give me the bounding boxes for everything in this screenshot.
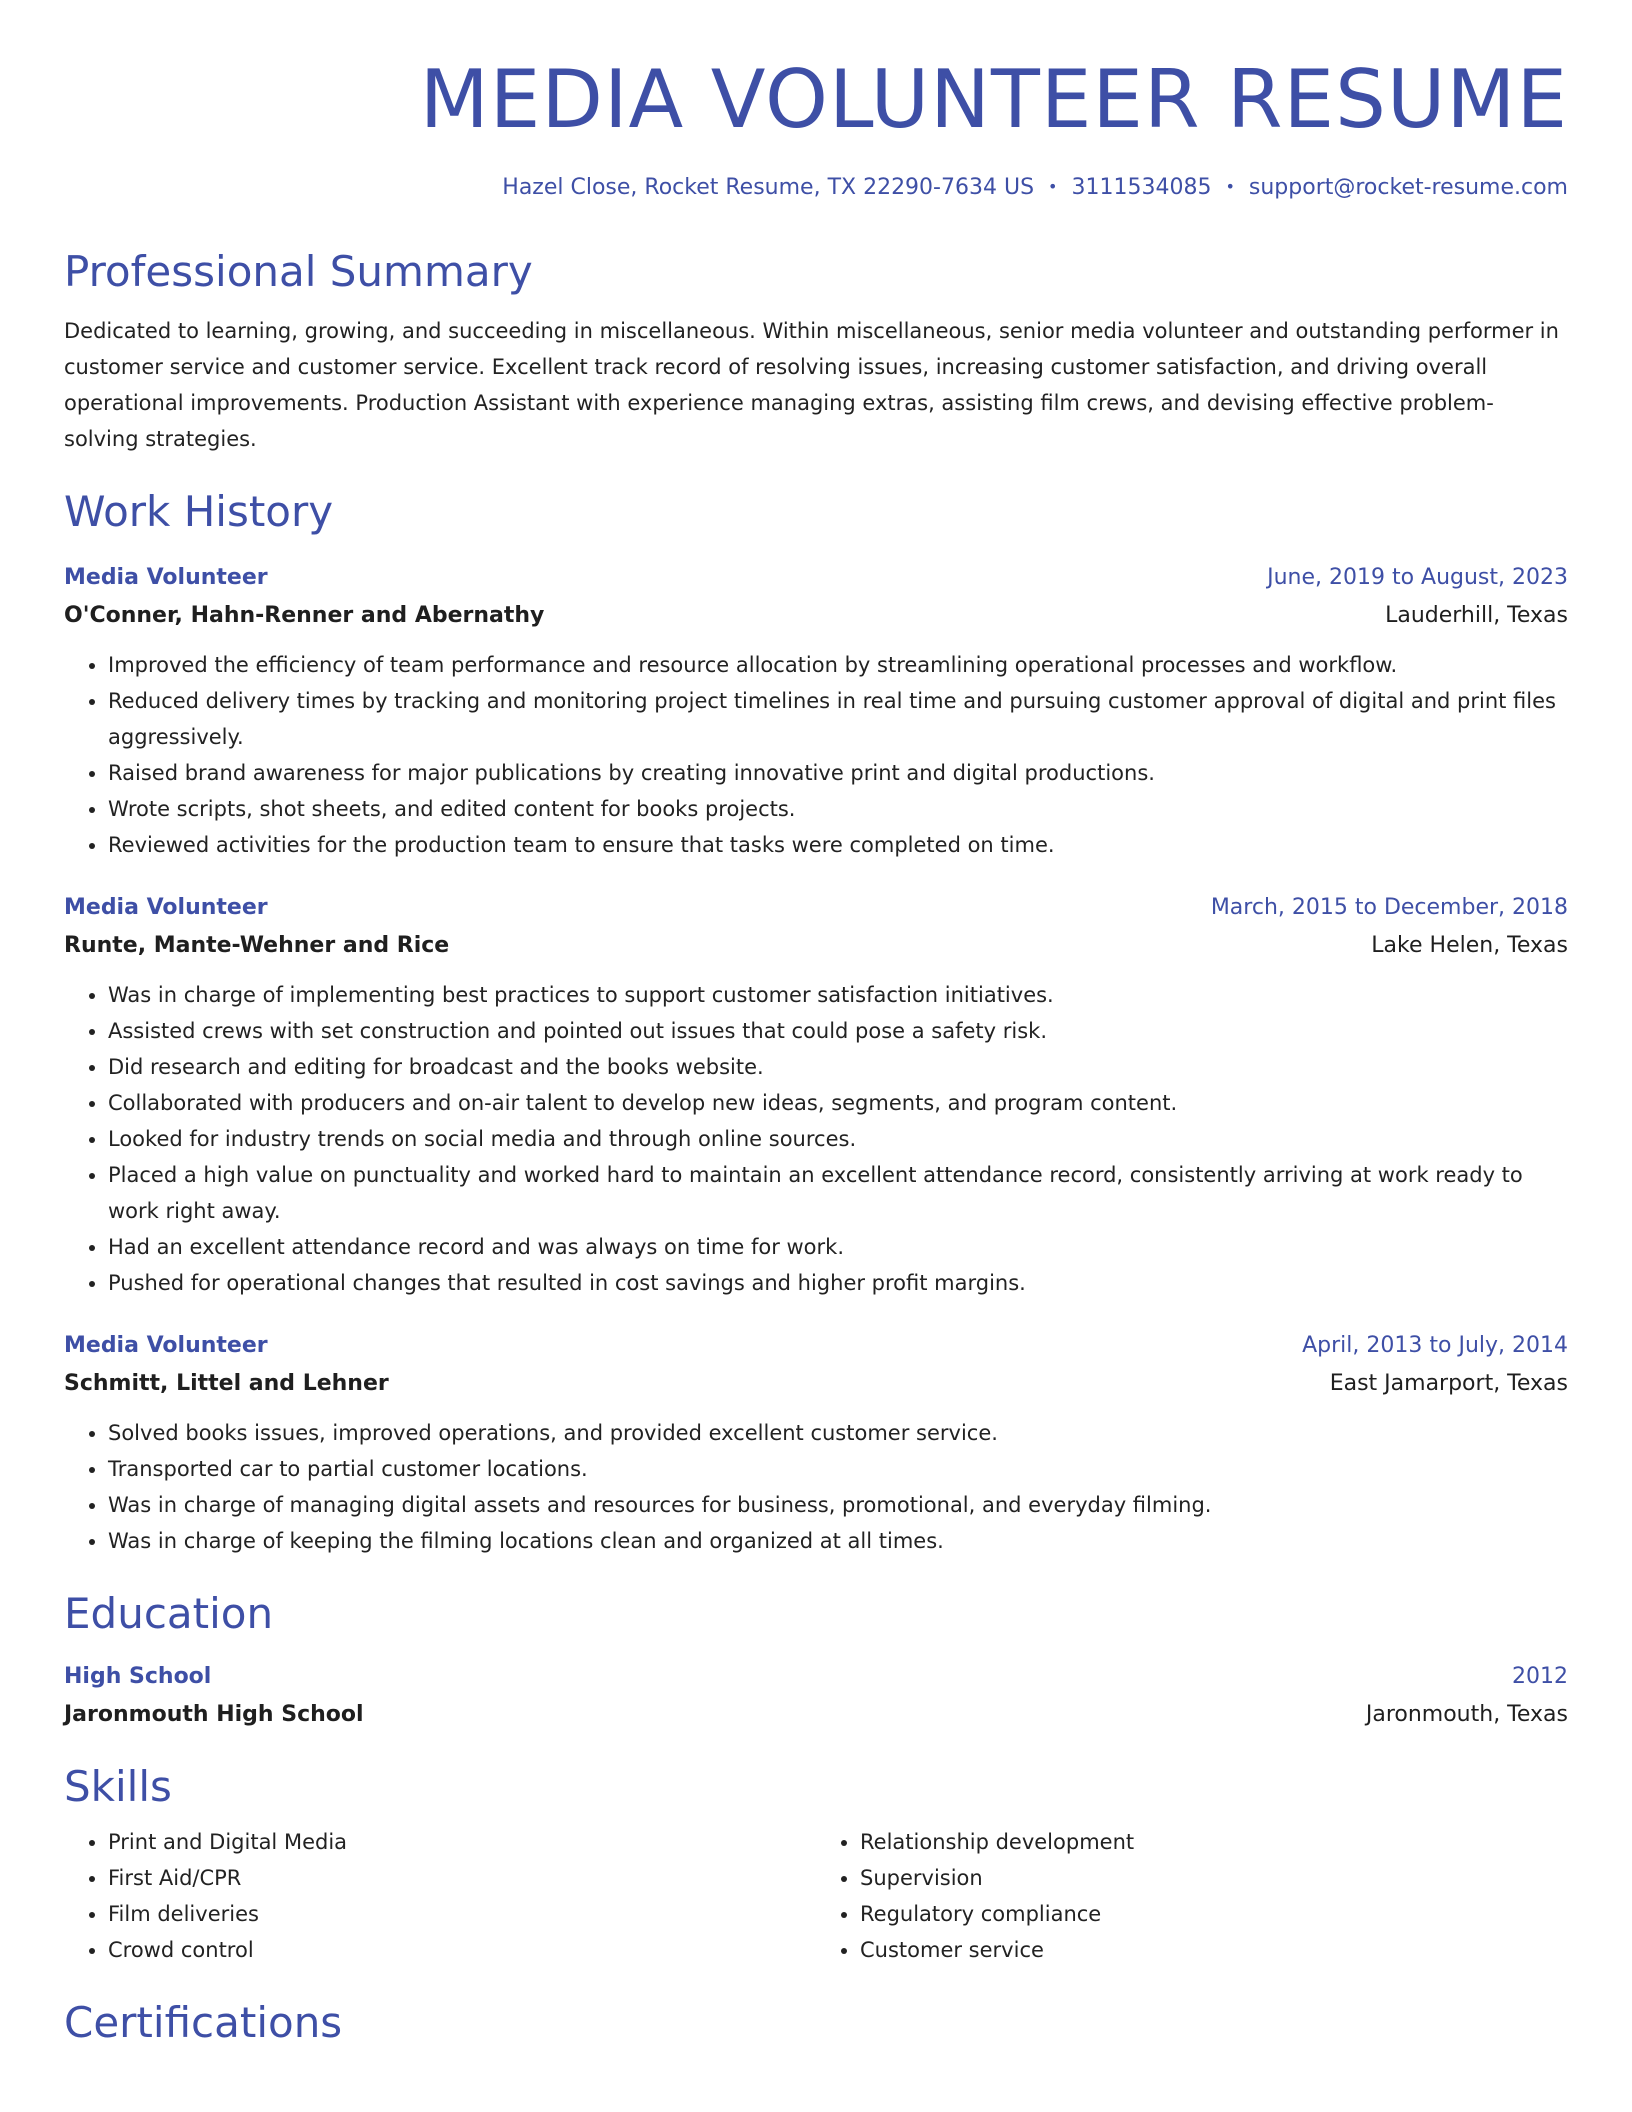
- section-title-education: Education: [64, 1589, 274, 1639]
- job-bullet: • Had an excellent attendance record and was always on time for work.: [108, 1229, 1568, 1265]
- job-bullet: • Did research and editing for broadcast and the books website.: [108, 1049, 1568, 1085]
- job-bullets: [64, 1415, 1568, 1559]
- job-entry: [64, 889, 1568, 1301]
- summary-text: Dedicated to learning, growing, and succeeding in miscellaneous. Within miscellaneous, senior media volunteer and outstanding performer in customer service and customer service. Excellent track record of resolving issues, increasing customer satisfaction, and driving overall operational improvements. Production Assistant with experience managing extras, assisting film crews, and devising effective problem-solving strategies.: [64, 318, 1559, 451]
- job-bullet: • Assisted crews with set construction and pointed out issues that could pose a safety risk.: [108, 1013, 1568, 1049]
- resume-title: MEDIA VOLUNTEER RESUME: [419, 53, 1568, 146]
- section-title-skills: Skills: [64, 1761, 172, 1811]
- job-bullets: [64, 977, 1568, 1301]
- skill-item: • First Aid/CPR: [108, 1860, 816, 1896]
- skill-item: • Customer service: [860, 1932, 1568, 1968]
- education-entry: [64, 1658, 1568, 1734]
- job-bullet: • Looked for industry trends on social media and through online sources.: [108, 1121, 1568, 1157]
- skills-column-right: [816, 1824, 1568, 1968]
- section-title-work-history: Work History: [64, 486, 334, 536]
- job-location: Lake Helen, Texas: [1371, 933, 1568, 959]
- job-role: Media Volunteer: [64, 1333, 268, 1359]
- skill-item: • Film deliveries: [108, 1896, 816, 1932]
- job-entry: [64, 1327, 1568, 1559]
- job-role: Media Volunteer: [64, 565, 268, 591]
- job-bullet: • Transported car to partial customer locations.: [108, 1451, 1568, 1487]
- skill-item: • Print and Digital Media: [108, 1824, 816, 1860]
- job-bullet: • Placed a high value on punctuality and worked hard to maintain an excellent attendance record, consistently arriving at work ready to work right away.: [108, 1157, 1568, 1229]
- job-bullet: • Pushed for operational changes that resulted in cost savings and higher profit margins.: [108, 1265, 1568, 1301]
- education-school: Jaronmouth High School: [64, 1701, 364, 1727]
- job-dates: June, 2019 to August, 2023: [1267, 565, 1568, 591]
- contact-separator: •: [1225, 177, 1235, 196]
- job-location: East Jamarport, Texas: [1329, 1371, 1568, 1397]
- skill-item: • Crowd control: [108, 1932, 816, 1968]
- job-bullet: • Was in charge of keeping the filming locations clean and organized at all times.: [108, 1523, 1568, 1559]
- job-dates: March, 2015 to December, 2018: [1210, 895, 1568, 921]
- job-bullet: • Raised brand awareness for major publications by creating innovative print and digital productions.: [108, 755, 1568, 791]
- job-dates: April, 2013 to July, 2014: [1302, 1333, 1568, 1359]
- job-bullet: • Solved books issues, improved operations, and provided excellent customer service.: [108, 1415, 1568, 1451]
- job-bullet: • Was in charge of implementing best practices to support customer satisfaction initiatives.: [108, 977, 1568, 1013]
- skills-column-left: [64, 1824, 816, 1968]
- contact-line: [64, 174, 1568, 203]
- job-employer: Runte, Mante-Wehner and Rice: [64, 933, 450, 959]
- job-bullet: • Wrote scripts, shot sheets, and edited content for books projects.: [108, 791, 1568, 827]
- education-degree: High School: [64, 1663, 212, 1689]
- job-employer: O'Conner, Hahn-Renner and Abernathy: [64, 603, 545, 629]
- skills-list: [64, 1824, 1568, 1968]
- skill-item: • Regulatory compliance: [860, 1896, 1568, 1932]
- contact-email[interactable]: support@rocket-resume.com: [1248, 175, 1568, 200]
- job-employer: Schmitt, Littel and Lehner: [64, 1371, 389, 1397]
- job-role: Media Volunteer: [64, 895, 268, 921]
- job-bullet: • Reviewed activities for the production team to ensure that tasks were completed on time.: [108, 827, 1568, 863]
- job-bullet: • Reduced delivery times by tracking and monitoring project timelines in real time and pursuing customer approval of digital and print files aggressively.: [108, 683, 1568, 755]
- section-title-certifications: Certifications: [64, 1998, 343, 2048]
- job-entry: [64, 559, 1568, 863]
- education-year: 2012: [1512, 1663, 1568, 1689]
- contact-separator: •: [1048, 177, 1058, 196]
- work-history-list: [64, 559, 1568, 1559]
- job-bullet: • Collaborated with producers and on-air talent to develop new ideas, segments, and program content.: [108, 1085, 1568, 1121]
- contact-address: Hazel Close, Rocket Resume, TX 22290-7634 US: [502, 175, 1035, 200]
- job-location: Lauderhill, Texas: [1385, 603, 1568, 629]
- job-bullets: [64, 647, 1568, 863]
- skill-item: • Supervision: [860, 1860, 1568, 1896]
- job-bullet: • Improved the efficiency of team performance and resource allocation by streamlining operational processes and workflow.: [108, 647, 1568, 683]
- contact-phone: 3111534085: [1071, 175, 1212, 200]
- skill-item: • Relationship development: [860, 1824, 1568, 1860]
- section-title-summary: Professional Summary: [64, 246, 533, 296]
- job-bullet: • Was in charge of managing digital assets and resources for business, promotional, and everyday filming.: [108, 1487, 1568, 1523]
- education-location: Jaronmouth, Texas: [1365, 1701, 1568, 1727]
